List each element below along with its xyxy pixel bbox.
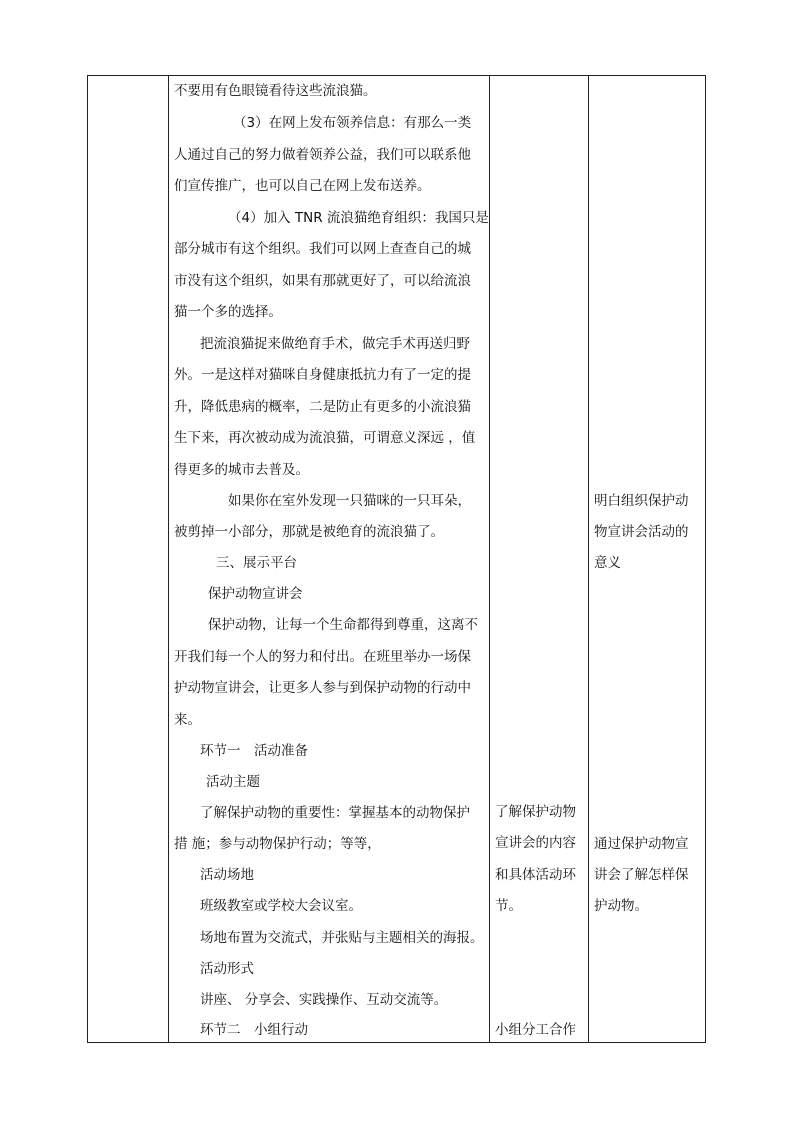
text-line: 讲座、 分享会、实践操作、互动交流等。: [200, 992, 448, 1008]
text-line: 被剪掉一小部分，那就是被绝育的流浪猫了。: [174, 524, 444, 540]
text-line: 小组分工合作: [495, 1022, 576, 1038]
student-activity-column: [490, 76, 590, 1042]
text-line: 猫一个多的选择。: [174, 304, 282, 320]
text-line: 部分城市有这个组织。我们可以网上查查自己的城: [174, 241, 471, 257]
text-line: 保护动物，让每一个生命都得到尊重，这离不: [208, 617, 478, 633]
text-line: 来。: [174, 712, 201, 728]
subsection-heading: 环节二 小组行动: [200, 1022, 308, 1038]
text-line: 活动形式: [200, 961, 254, 977]
text-line: 们宣传推广，也可以自己在网上发布送养。: [174, 178, 431, 194]
text-line: 人通过自己的努力做着领养公益，我们可以联系他: [174, 147, 471, 163]
subsection-heading: 保护动物宣讲会: [208, 586, 303, 602]
text-line: 活动主题: [206, 774, 260, 790]
text-line: 讲会了解怎样保: [594, 867, 689, 883]
text-line: 措 施；参与动物保护行动；等等，: [174, 836, 381, 852]
subsection-heading: 环节一 活动准备: [200, 743, 308, 759]
text-line: 市没有这个组织，如果有那就更好了，可以给流浪: [174, 273, 471, 289]
text-line: 节。: [495, 898, 522, 914]
text-line: 场地布置为交流式，并张贴与主题相关的海报。: [200, 930, 484, 946]
text-line: 护动物宣讲会，让更多人参与到保护动物的行动中: [174, 680, 471, 696]
text-line: 把流浪猫捉来做绝育手术，做完手术再送归野: [200, 336, 470, 352]
text-line: 生下来，再次被动成为流浪猫，可谓意义深远 ，值: [174, 430, 476, 446]
text-line: 升，降低患病的概率，二是防止有更多的小流浪猫: [174, 399, 471, 415]
text-line: 不要用有色眼镜看待这些流浪猫。: [174, 83, 377, 99]
text-line: 宣讲会的内容: [495, 835, 576, 851]
section-heading: 三、展示平台: [216, 555, 297, 571]
text-line: 如果你在室外发现一只猫咪的一只耳朵，: [228, 493, 471, 509]
text-line: 意义: [594, 555, 621, 571]
text-line: 得更多的城市去普及。: [174, 462, 309, 478]
text-line: 外。一是这样对猫咪自身健康抵抗力有了一定的提: [174, 367, 471, 383]
text-line: 物宣讲会活动的: [594, 524, 689, 540]
text-line: （3）在网上发布领养信息：有那么一类: [233, 115, 472, 131]
text-line: 了解保护动物的重要性：掌握基本的动物保护: [200, 805, 470, 821]
design-intent-column: [588, 76, 706, 1042]
text-line: 了解保护动物: [495, 804, 576, 820]
text-line: 明白组织保护动: [594, 493, 689, 509]
text-line: 护动物。: [594, 898, 648, 914]
lesson-table: [87, 75, 706, 1043]
text-line: 班级教室或学校大会议室。: [200, 898, 362, 914]
text-line: 和具体活动环: [495, 867, 576, 883]
text-line: 活动场地: [200, 867, 254, 883]
text-line: （4）加入 TNR 流浪猫绝育组织：我国只是: [228, 210, 489, 226]
text-line: 开我们每一个人的努力和付出。在班里举办一场保: [174, 649, 471, 665]
text-line: 通过保护动物宣: [594, 836, 689, 852]
